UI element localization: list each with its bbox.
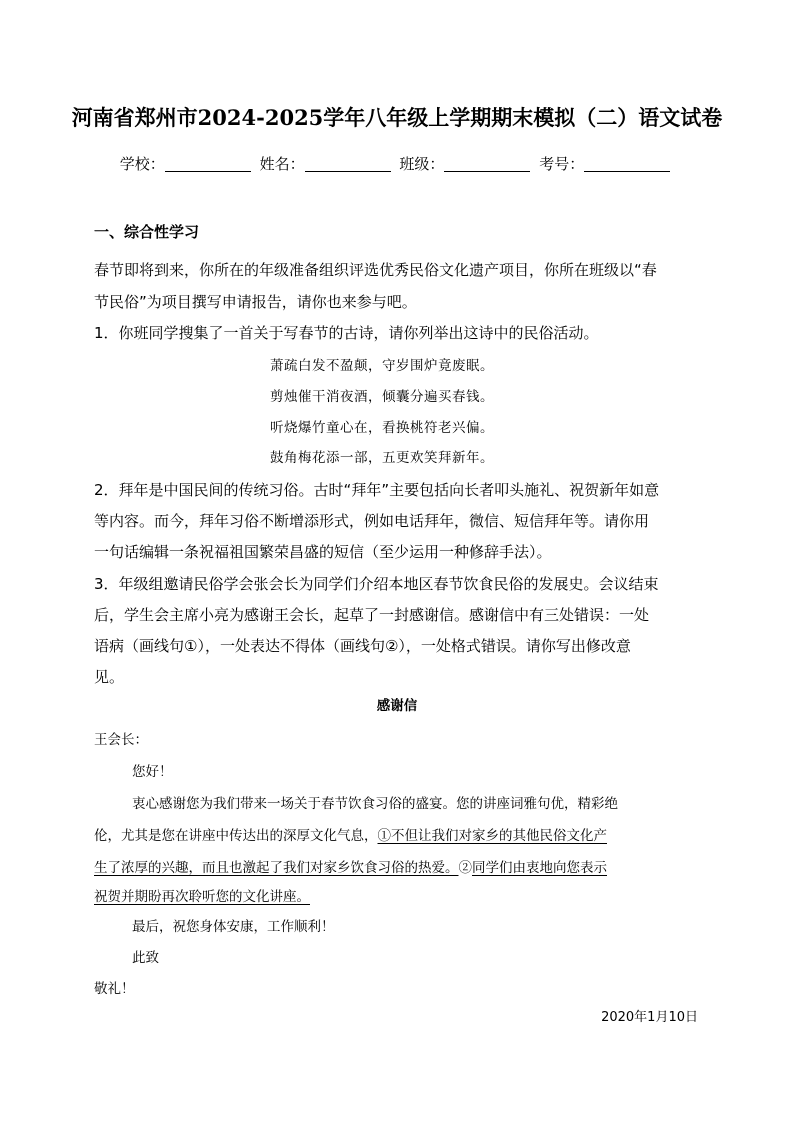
school-blank [165, 157, 251, 172]
question-3-line-3: 语病（画线句①），一处表达不得体（画线句②），一处格式错误。请你写出修改意 [94, 637, 631, 655]
poem-line-4: 鼓角梅花添一部，五更欢笑拜新年。 [270, 450, 494, 466]
letter-body-line-3 [94, 856, 607, 876]
letter-closing: 最后，祝您身体安康，工作顺利！ [132, 919, 335, 935]
exam-number-label: 考号： [539, 155, 585, 173]
letter-date: 2020年1月10日 [601, 1010, 698, 1025]
question-2-line-2: 等内容。而今，拜年习俗不断增添形式，例如电话拜年，微信、短信拜年等。请你用 [94, 512, 650, 530]
intro-line-2: 节民俗”为项目撰写申请报告，请你也来参与吧。 [94, 293, 417, 311]
question-2-line-1: 2．拜年是中国民间的传统习俗。古时“拜年”主要包括向长者叩头施礼、祝贺新年如意 [94, 481, 660, 499]
underlined-sentence-2-start: 同学们由衷地向您表示 [472, 860, 607, 876]
student-info-line [0, 153, 794, 174]
letter-title: 感谢信 [376, 698, 418, 714]
intro-line-1: 春节即将到来，你所在的年级准备组织评选优秀民俗文化遗产项目，你所在班级以“春 [94, 261, 657, 279]
poem-line-2: 剪烛催干消夜酒，倾囊分遍买春钱。 [270, 389, 494, 405]
name-label: 姓名： [259, 155, 305, 173]
letter-body-line-4 [94, 885, 310, 905]
question-1: 1．你班同学搜集了一首关于写春节的古诗，请你列举出这诗中的民俗活动。 [94, 324, 599, 342]
poem-line-1: 萧疏白发不盈颠，守岁围炉竟废眠。 [270, 358, 494, 374]
letter-salutation: 王会长： [94, 732, 148, 748]
section-heading: 一、综合性学习 [94, 223, 200, 241]
underlined-sentence-1-end: 生了浓厚的兴趣，而且也激起了我们对家乡饮食习俗的热爱。 [94, 860, 459, 876]
letter-body-plain: 伦，尤其是您在讲座中传达出的深厚文化气息， [94, 828, 378, 844]
letter-cizhi: 此致 [132, 950, 159, 966]
question-2-line-3: 一句话编辑一条祝福祖国繁荣昌盛的短信（至少运用一种修辞手法）。 [94, 543, 552, 561]
class-blank [444, 157, 530, 172]
name-blank [305, 157, 391, 172]
exam-title: 河南省郑州市2024-2025学年八年级上学期期末模拟（二）语文试卷 [71, 105, 723, 130]
underlined-sentence-2-end: 祝贺并期盼再次聆听您的文化讲座。 [94, 889, 310, 905]
underlined-sentence-1-start: ①不但让我们对家乡的其他民俗文化产 [377, 828, 607, 844]
school-label: 学校： [119, 155, 165, 173]
letter-jingli: 敬礼！ [94, 981, 135, 997]
class-label: 班级： [399, 155, 445, 173]
question-3-line-2: 后，学生会主席小亮为感谢王会长，起草了一封感谢信。感谢信中有三处错误：一处 [94, 606, 650, 624]
exam-number-blank [584, 157, 670, 172]
question-3-line-1: 3．年级组邀请民俗学会张会长为同学们介绍本地区春节饮食民俗的发展史。会议结束 [94, 575, 659, 593]
sentence-2-marker: ② [458, 860, 472, 876]
letter-greeting: 您好！ [132, 764, 173, 780]
question-3-line-4: 见。 [94, 668, 125, 686]
letter-body-line-2 [94, 824, 607, 844]
letter-body-line-1: 衷心感谢您为我们带来一场关于春节饮食习俗的盛宴。您的讲座词雅句优，精彩绝 [132, 796, 618, 812]
poem-line-3: 听烧爆竹童心在，看换桃符老兴偏。 [270, 420, 494, 436]
